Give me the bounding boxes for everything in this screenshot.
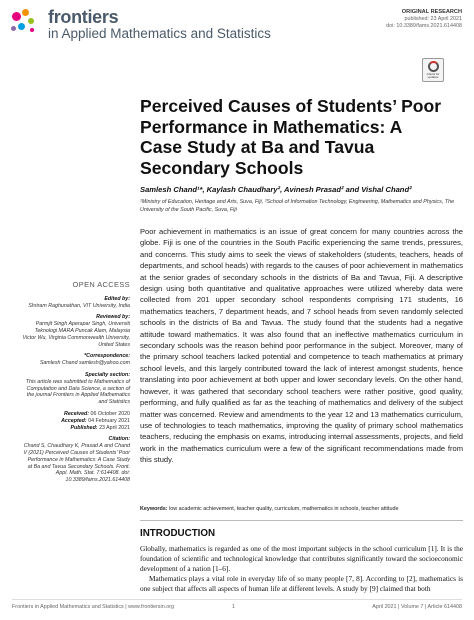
- citation-label: Citation:: [108, 436, 130, 443]
- edited-by-value: Shriram Raghunathan, VIT University, India: [28, 302, 130, 309]
- open-access-label: OPEN ACCESS: [72, 280, 130, 289]
- brand-name: frontiers: [48, 7, 119, 27]
- specialty-block: [22, 372, 130, 406]
- keywords-label: Keywords:: [140, 506, 168, 512]
- article-doi[interactable]: doi: 10.3389/fams.2021.614408: [386, 23, 462, 29]
- published-date: published: 23 April 2021: [404, 16, 462, 22]
- journal-name: in Applied Mathematics and Statistics: [48, 26, 271, 41]
- correspondence-value[interactable]: Samlesh Chand samlesh@yahoo.com: [39, 360, 130, 367]
- check-for-updates-button[interactable]: [422, 58, 444, 82]
- received-date-row: [22, 411, 130, 418]
- correspondence-label: *Correspondence:: [84, 353, 130, 360]
- edited-by-label: Edited by:: [104, 295, 130, 302]
- footer-volume-info: April 2021 | Volume 7 | Article 614408: [372, 604, 462, 610]
- section-divider: [140, 520, 463, 521]
- accepted-date: 04 February 2021: [88, 417, 130, 424]
- frontiers-logo-icon: [10, 8, 44, 38]
- author-list[interactable]: Samlesh Chand¹*, Kaylash Chaudhary², Avinesh Prasad² and Vishal Chand²: [140, 185, 412, 194]
- check-for-updates-label: Check for updates: [426, 71, 440, 79]
- article-dates: [22, 411, 130, 431]
- published-date-row: [22, 425, 130, 432]
- article-type: ORIGINAL RESEARCH: [401, 9, 462, 15]
- introduction-paragraph-1: Globally, mathematics is regarded as one of the most important subjects in the school curriculum [1]. It is the foundation of scientific and technological knowledge that contributes significantly toward the socioeconomic development of a nation [1–6].: [140, 544, 463, 573]
- keywords: [140, 506, 463, 512]
- reviewed-by-block: [22, 314, 130, 348]
- article-title: Perceived Causes of Students’ Poor Performance in Mathematics: A Case Study at Ba and Tavua Secondary Schools: [140, 96, 442, 178]
- received-label: Received:: [64, 410, 90, 417]
- page-footer: [0, 604, 474, 616]
- published-label: Published:: [70, 424, 98, 431]
- received-date: 06 October 2020: [90, 410, 130, 417]
- reviewed-by-value: Parmjit Singh Aperapar Singh, Universiti Teknologi MARA Puncak Alam, Malaysia Victor Wu, Virginia Commonwealth University, United States: [22, 321, 130, 348]
- article-meta: [386, 9, 462, 30]
- introduction-body: [140, 544, 463, 594]
- author-affiliations: ¹Ministry of Education, Heritage and Arts, Suva, Fiji, ²School of Information Technology, Engineering, Mathematics and Physics, The University of the South Pacific, Suva, Fiji: [140, 199, 455, 213]
- keywords-text: low academic achievement, teacher quality, curriculum, mathematics in schools, teacher attitude: [169, 506, 399, 512]
- refresh-icon: [428, 61, 439, 72]
- article-sidebar: [22, 282, 130, 489]
- page-number: 1: [232, 604, 235, 610]
- accepted-date-row: [22, 418, 130, 425]
- correspondence-block: [22, 353, 130, 367]
- specialty-label: Specialty section:: [84, 371, 130, 378]
- edited-by-block: [22, 296, 130, 310]
- accepted-label: Accepted:: [61, 417, 87, 424]
- abstract: Poor achievement in mathematics is an issue of great concern for many countries across the globe. Fiji is one of the countries in the South Pacific experiencing the same trends, pressures, and concerns. This study aims to seek the views of stakeholders (students, teachers, heads of departments, and school heads) with regards to the causes of poor achievement in mathematics at the senior grades of secondary schools in the districts of Ba and Tavua, Fiji. A descriptive design using both quantitative and qualitative approaches were utilized whereby data were collected from 201 upper secondary school respondents comprising 171 students, 16 mathematics teachers, 7 department heads, and 7 school heads from seven randomly selected schools in the districts of Ba and Tavua. The study found that the students had a negative attitude toward mathematics. It was also found that an ineffective mathematics curriculum in secondary schools was the reason behind poor performance in the subject. Moreover, many of the primary school teachers lacked potential and competence to teach mathematics at primary school levels, and this largely contributed toward the lack of interest amongst students, hence translating into poor achievement at both upper and lower secondary levels. On the other hand, however, it was gathered that secondary school teachers were rather positive, good quality, performing, and fully qualified as far as the teaching of mathematics and delivery of the subject matter was concerned. Review and amendments to the year 12 and 13 mathematics curriculum, use of technologies to teach mathematics, improving the quality of primary school mathematics teachers, reducing the emphasis on exams, introducing internal assessments, projects, and field work in the mathematics curriculum were a few of the significant recommendations made from this study.: [140, 227, 463, 465]
- specialty-value: This article was submitted to Mathematics of Computation and Data Science, a section of the journal Frontiers in Applied Mathematics and Statistics: [25, 378, 130, 406]
- reviewed-by-label: Reviewed by:: [96, 314, 130, 321]
- citation-block: [22, 436, 130, 484]
- citation-value: Chand S, Chaudhary K, Prasad A and Chand V (2021) Perceived Causes of Students’ Poor Performance in Mathematics: A Case Study at Ba and Tavua Secondary Schools. Front. Appl. Math. Stat. 7:614408. doi: 10.3389/fams.2021.614408: [23, 443, 130, 484]
- footer-journal-link[interactable]: Frontiers in Applied Mathematics and Statistics | www.frontiersin.org: [12, 604, 174, 610]
- footer-divider: [12, 599, 462, 600]
- journal-logo[interactable]: [10, 8, 271, 42]
- introduction-paragraph-2: Mathematics plays a vital role in everyday life of so many people [7, 8]. According to [2], mathematics is one subject that affects all aspects of human life at different levels. A study by [9] claimed that both: [140, 574, 463, 593]
- introduction-heading: INTRODUCTION: [140, 528, 216, 539]
- sidebar-published-date: 23 April 2021: [99, 424, 130, 431]
